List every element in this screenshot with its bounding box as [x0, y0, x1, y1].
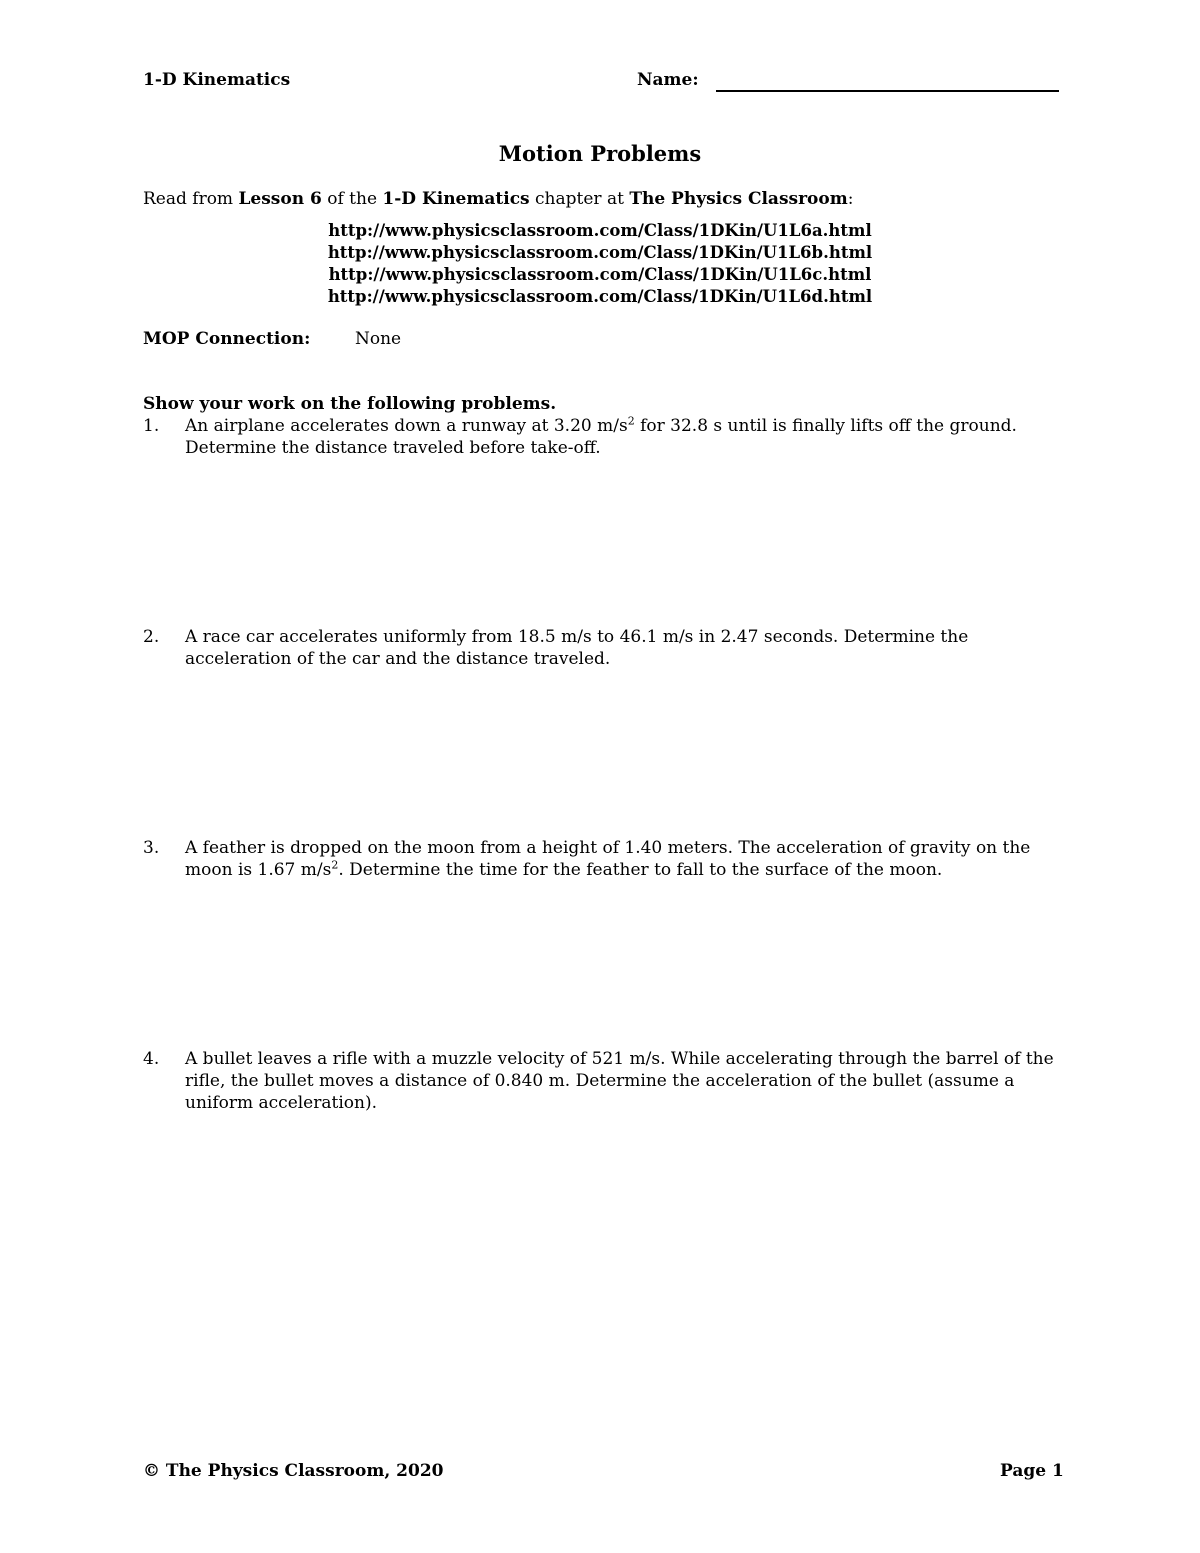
reading-middle: of the — [321, 189, 383, 209]
reading-lesson: Lesson 6 — [238, 189, 322, 209]
reading-prefix: Read from — [143, 189, 239, 209]
name-blank-line[interactable] — [716, 90, 1059, 92]
instructions: Show your work on the following problems. — [143, 394, 557, 414]
problem-text-part: for 32.8 s until is finally lifts off the ground. Determine the distance traveled before take-off. — [185, 416, 1017, 458]
reading-chapter: 1-D Kinematics — [382, 189, 530, 209]
url-link[interactable]: http://www.physicsclassroom.com/Class/1DKin/U1L6c.html — [328, 265, 872, 284]
problem-1 — [143, 415, 1063, 459]
superscript: 2 — [331, 858, 339, 872]
problem-text: A bullet leaves a rifle with a muzzle velocity of 521 m/s. While accelerating through the barrel of the rifle, the bullet moves a distance of 0.840 m. Determine the acceleration of the bullet (assume a uniform acceleration). — [185, 1049, 1054, 1113]
mop-value: None — [355, 329, 402, 349]
problem-number: 4. — [143, 1049, 160, 1069]
url-link[interactable]: http://www.physicsclassroom.com/Class/1DKin/U1L6a.html — [328, 221, 872, 240]
problem-3 — [143, 837, 1063, 881]
problem-number: 3. — [143, 838, 160, 858]
problem-text — [185, 415, 1063, 459]
footer-copyright: © The Physics Classroom, 2020 — [143, 1461, 444, 1481]
problem-text: A race car accelerates uniformly from 18.5 m/s to 46.1 m/s in 2.47 seconds. Determine the acceleration of the car and the distance traveled. — [185, 627, 969, 669]
problem-text-part: A feather is dropped on the moon from a height of 1.40 meters. The acceleration of gravity on the moon is 1.67 m/s — [185, 838, 1031, 880]
mop-label: MOP Connection: — [143, 329, 311, 349]
name-label: Name: — [637, 70, 699, 90]
reading-site: The Physics Classroom — [629, 189, 848, 209]
page-title: Motion Problems — [498, 141, 702, 166]
problem-text-part: . Determine the time for the feather to fall to the surface of the moon. — [338, 860, 943, 880]
problem-number: 1. — [143, 416, 160, 436]
chapter-header: 1-D Kinematics — [143, 70, 291, 90]
reading-middle2: chapter at — [529, 189, 630, 209]
superscript: 2 — [627, 414, 635, 428]
reading-assignment — [143, 189, 853, 209]
footer-page-number: Page 1 — [1000, 1461, 1064, 1481]
problem-2 — [143, 626, 1063, 670]
problem-text-part: An airplane accelerates down a runway at 3.20 m/s — [185, 416, 628, 436]
url-link[interactable]: http://www.physicsclassroom.com/Class/1DKin/U1L6d.html — [327, 287, 873, 306]
url-link[interactable]: http://www.physicsclassroom.com/Class/1DKin/U1L6b.html — [327, 243, 873, 262]
reading-suffix: : — [847, 189, 854, 209]
problem-text — [185, 837, 1063, 881]
problem-4 — [143, 1048, 1063, 1114]
url-list — [0, 220, 1200, 308]
problem-number: 2. — [143, 627, 160, 647]
